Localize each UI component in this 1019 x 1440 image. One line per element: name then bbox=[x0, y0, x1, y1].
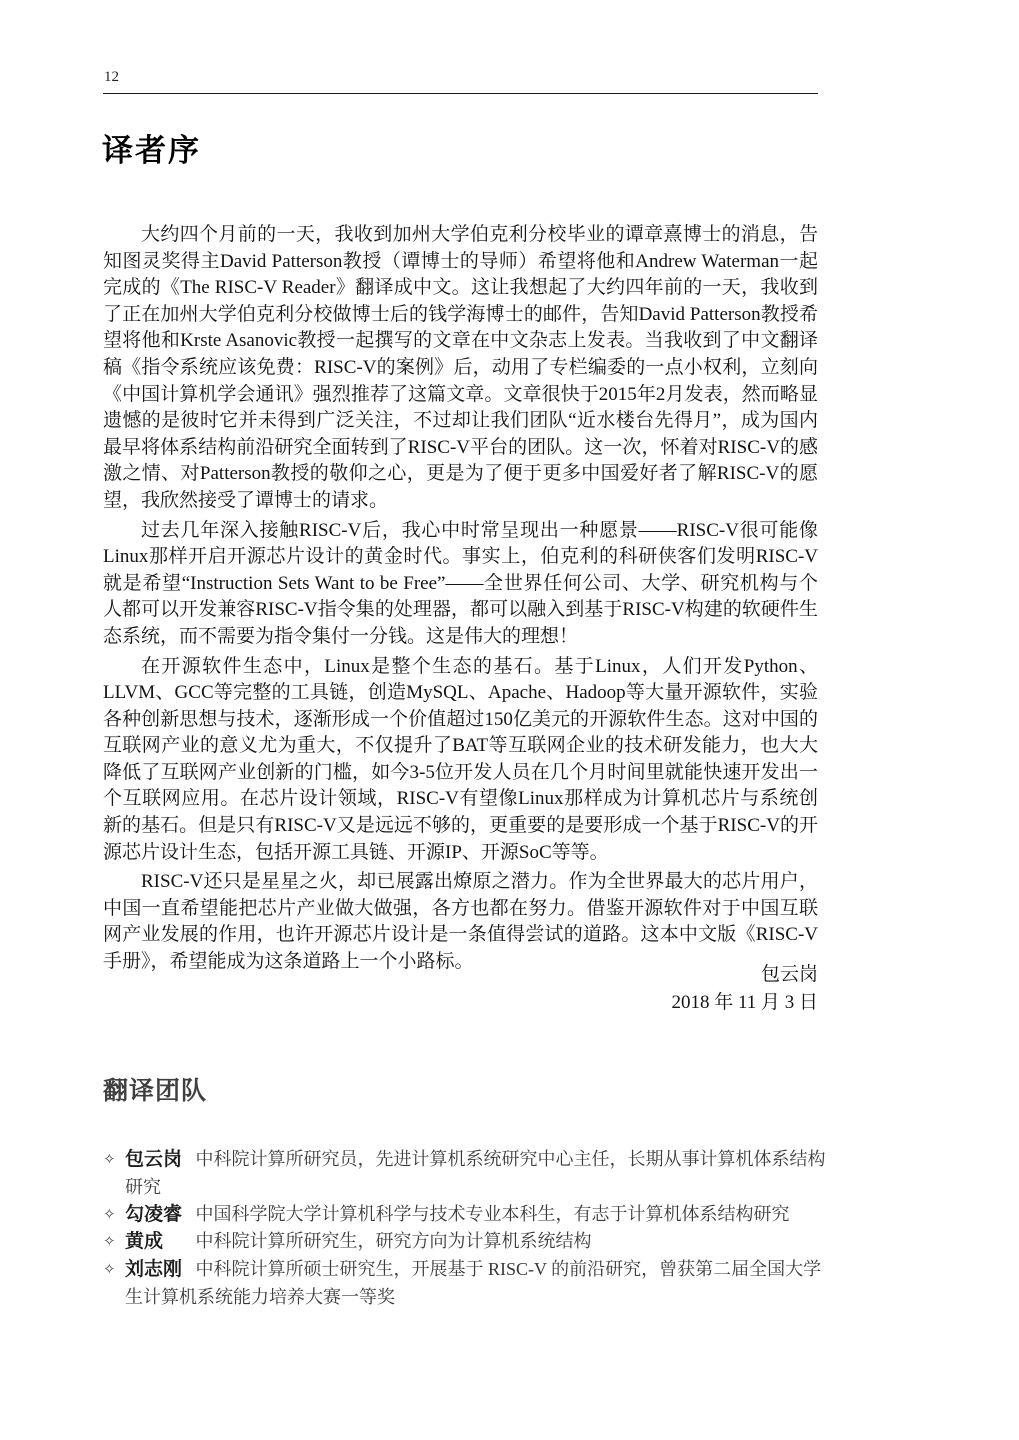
member-name: 包云岗 bbox=[125, 1149, 183, 1170]
signature-block bbox=[103, 961, 818, 1017]
member-entry bbox=[125, 1228, 831, 1256]
signature-date: 2018 年 11 月 3 日 bbox=[671, 992, 818, 1013]
star-bullet-icon: ✧ bbox=[103, 1204, 116, 1223]
team-section-heading: 翻译团队 bbox=[103, 1077, 208, 1105]
member-name: 刘志刚 bbox=[125, 1259, 183, 1281]
list-item bbox=[103, 1146, 831, 1201]
signature-name: 包云岗 bbox=[760, 964, 818, 985]
paragraph: 大约四个月前的一天，我收到加州大学伯克利分校毕业的谭章熹博士的消息，告知图灵奖得主David Patterson教授（谭博士的导师）希望将他和Andrew Waterman一起完成的《The RISC-V Reader》翻译成中文。这让我想起了大约四年前的一天，我收到了正在加州大学伯克利分校做博士后的钱学海博士的邮件，告知David Patterson教授希望将他和Krste Asanovic教授一起撰写的文章在中文杂志上发表。当我收到了中文翻译稿《指令系统应该免费：RISC-V的案例》后，动用了专栏编委的一点小权利，立刻向《中国计算机学会通讯》强烈推荐了这篇文章。文章很快于2015年2月发表，然而略显遗憾的是彼时它并未得到广泛关注，不过却让我们团队“近水楼台先得月”，成为国内最早将体系结构前沿研究全面转到了RISC-V平台的团队。这一次，怀着对RISC-V的感激之情、对Patterson教授的敬仰之心，更是为了便于更多中国爱好者了解RISC-V的愿望，我欣然接受了谭博士的请求。 bbox=[103, 224, 818, 511]
member-description: 中国科学院大学计算机科学与技术专业本科生，有志于计算机体系结构研究 bbox=[195, 1203, 790, 1224]
member-description: 中科院计算所硕士研究生，开展基于 RISC-V 的前沿研究，曾获第二届全国大学生计算机系统能力培养大赛一等奖 bbox=[125, 1259, 822, 1307]
team-list bbox=[103, 1146, 831, 1311]
list-item bbox=[103, 1228, 831, 1256]
list-item bbox=[103, 1201, 831, 1229]
member-name: 黄成 bbox=[125, 1231, 164, 1253]
list-item bbox=[103, 1256, 831, 1311]
star-bullet-icon: ✧ bbox=[103, 1260, 116, 1279]
header-rule bbox=[103, 93, 818, 94]
paragraph: 过去几年深入接触RISC-V后，我心中时常呈现出一种愿景——RISC-V很可能像Linux那样开启开源芯片设计的黄金时代。事实上，伯克利的科研侠客们发明RISC-V就是希望“Instruction Sets Want to be Free”——全世界任何公司、大学、研究机构与个人都可以开发兼容RISC-V指令集的处理器，都可以融入到基于RISC-V构建的软硬件生态系统，而不需要为指令集付一分钱。这是伟大的理想！ bbox=[103, 519, 818, 647]
page-number: 12 bbox=[104, 69, 119, 85]
paragraph: RISC-V还只是星星之火，却已展露出燎原之潜力。作为全世界最大的芯片用户，中国一直希望能把芯片产业做大做强，各方也都在努力。借鉴开源软件对于中国互联网产业发展的作用，也许开源芯片设计是一条值得尝试的道路。这本中文版《RISC-V手册》，希望能成为这条道路上一个小路标。 bbox=[103, 871, 818, 973]
member-description: 中科院计算所研究生，研究方向为计算机系统结构 bbox=[195, 1231, 592, 1252]
member-name: 勾凌睿 bbox=[125, 1203, 183, 1225]
star-bullet-icon: ✧ bbox=[103, 1232, 116, 1251]
member-entry bbox=[125, 1146, 831, 1201]
preface-body bbox=[103, 222, 818, 979]
member-entry bbox=[125, 1201, 831, 1229]
member-description: 中科院计算所研究员，先进计算机系统研究中心主任，长期从事计算机体系结构研究 bbox=[125, 1149, 826, 1197]
member-entry bbox=[125, 1256, 831, 1311]
paragraph: 在开源软件生态中，Linux是整个生态的基石。基于Linux，人们开发Python、LLVM、GCC等完整的工具链，创造MySQL、Apache、Hadoop等大量开源软件，实验各种创新思想与技术，逐渐形成一个价值超过150亿美元的开源软件生态。这对中国的互联网产业的意义尤为重大，不仅提升了BAT等互联网企业的技术研发能力，也大大降低了互联网产业创新的门槛，如今3-5位开发人员在几个月时间里就能快速开发出一个互联网应用。在芯片设计领域，RISC-V有望像Linux那样成为计算机芯片与系统创新的基石。但是只有RISC-V又是远远不够的，更重要的是要形成一个基于RISC-V的开源芯片设计生态，包括开源工具链、开源IP、开源SoC等等。 bbox=[103, 655, 818, 863]
star-bullet-icon: ✧ bbox=[103, 1150, 116, 1168]
page-title: 译者序 bbox=[102, 133, 201, 168]
